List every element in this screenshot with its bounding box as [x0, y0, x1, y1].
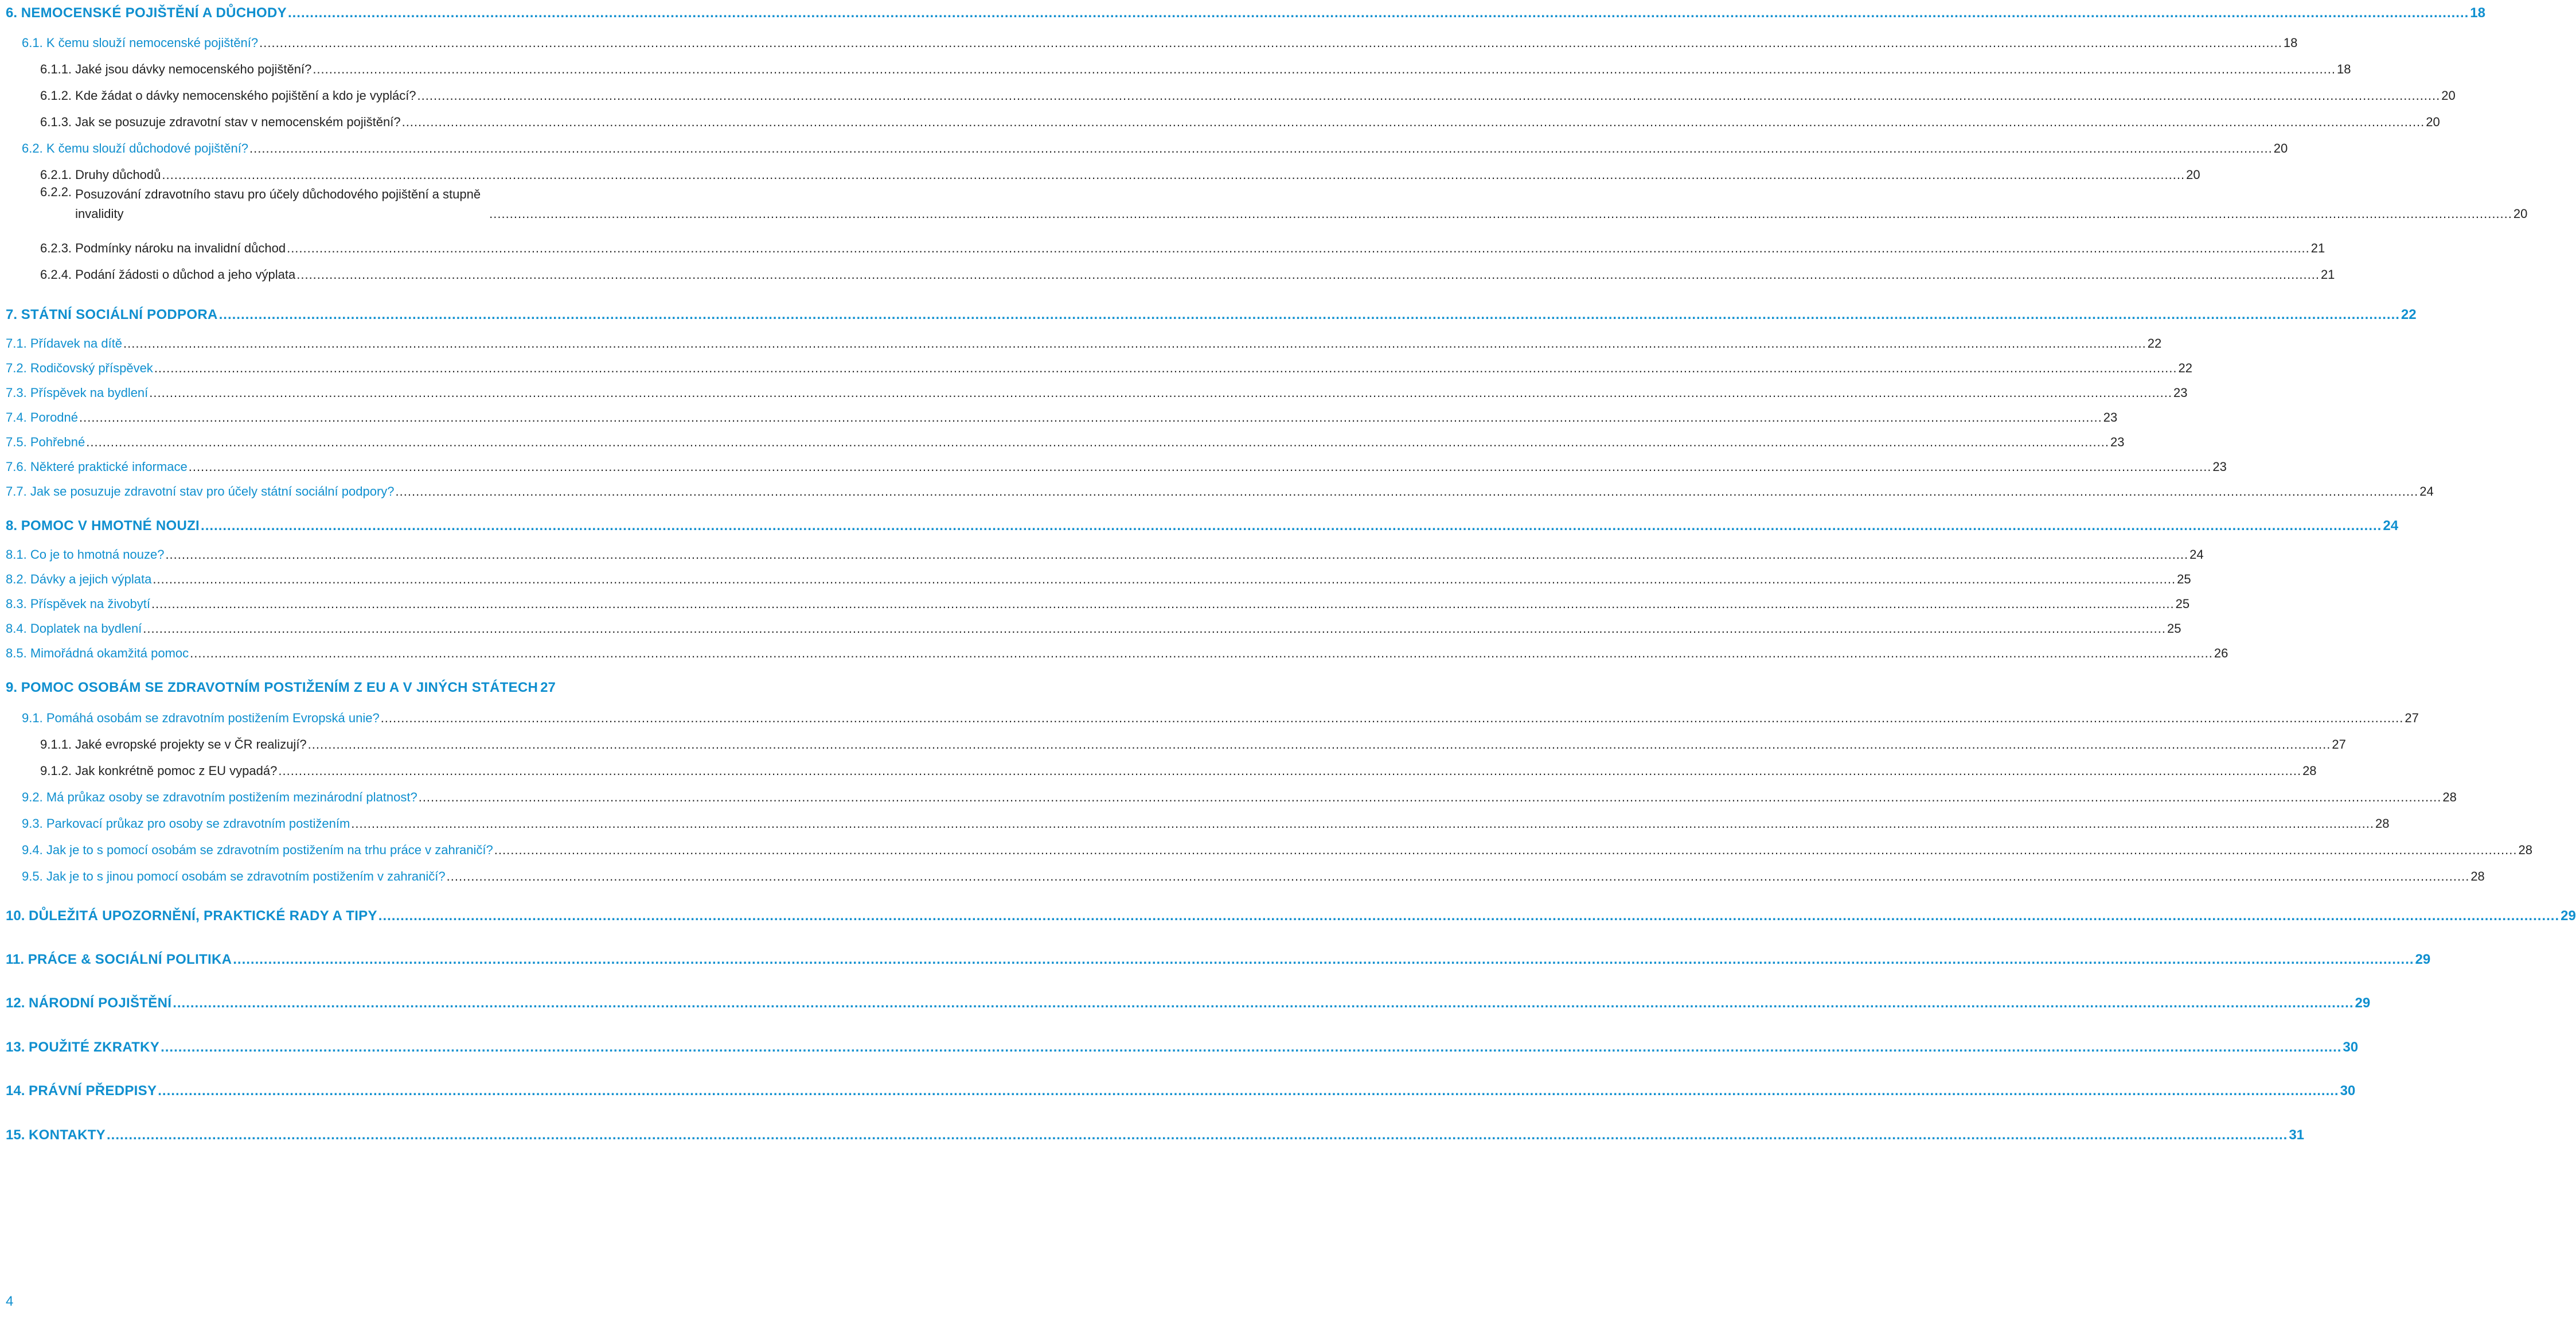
toc-leader-dots	[296, 265, 2320, 285]
toc-subsection-6-2-4[interactable]	[40, 265, 2335, 285]
toc-page: 28	[2302, 764, 2317, 778]
toc-page: 27	[540, 680, 556, 695]
toc-title: KONTAKTY	[29, 1127, 106, 1143]
toc-title: Druhy důchodů	[75, 168, 161, 182]
toc-leader-dots	[288, 3, 2469, 23]
toc-title: DŮLEŽITÁ UPOZORNĚNÍ, PRAKTICKÉ RADY A TIPY	[29, 908, 377, 924]
toc-number: 7.	[6, 307, 18, 322]
toc-page: 30	[2340, 1083, 2356, 1099]
toc-page: 25	[2167, 621, 2181, 636]
toc-title: POMOC V HMOTNÉ NOUZI	[21, 518, 200, 534]
toc-number: 6.2.2.	[40, 185, 72, 199]
page-number: 4	[6, 1294, 14, 1309]
toc-page: 28	[2470, 869, 2485, 883]
toc-page: 20	[2513, 207, 2528, 221]
toc-page: 28	[2518, 843, 2532, 857]
toc-subsection-6-1-3[interactable]	[40, 112, 2440, 132]
toc-leader-dots	[219, 305, 2400, 325]
toc-number: 12.	[6, 995, 25, 1011]
toc-title: Mimořádná okamžitá pomoc	[30, 646, 189, 660]
toc-subsection-9-1-1[interactable]	[40, 735, 2346, 754]
toc-section-7-3[interactable]	[6, 383, 2188, 403]
toc-number: 7.6.	[6, 460, 27, 474]
toc-leader-dots	[173, 994, 2353, 1013]
toc-leader-dots	[189, 457, 2212, 477]
toc-title: Jak se posuzuje zdravotní stav pro účely státní sociální podpory?	[30, 484, 395, 499]
toc-section-7-5[interactable]	[6, 433, 2125, 452]
toc-page: 20	[2441, 88, 2456, 103]
toc-leader-dots	[489, 204, 2512, 224]
toc-number: 7.5.	[6, 435, 27, 449]
toc-leader-dots	[419, 788, 2442, 807]
toc-chapter-11[interactable]	[6, 950, 2431, 969]
toc-title: PRÁVNÍ PŘEDPISY	[29, 1083, 157, 1099]
toc-section-8-1[interactable]	[6, 545, 2204, 564]
toc-subsection-6-2-1[interactable]	[40, 165, 2200, 185]
toc-page: 24	[2383, 518, 2399, 534]
toc-section-7-2[interactable]	[6, 359, 2192, 378]
toc-page: 31	[2289, 1127, 2305, 1143]
toc-leader-dots	[287, 239, 2310, 258]
toc-leader-dots	[249, 139, 2273, 158]
toc-leader-dots	[259, 33, 2282, 53]
toc-section-8-4[interactable]	[6, 619, 2181, 638]
toc-title: Jaké evropské projekty se v ČR realizují?	[75, 737, 307, 751]
toc-number: 7.2.	[6, 361, 27, 375]
toc-chapter-14[interactable]	[6, 1081, 2356, 1101]
toc-number: 6.2.4.	[40, 267, 72, 282]
toc-number: 6.1.1.	[40, 62, 72, 76]
toc-leader-dots	[308, 735, 2331, 754]
toc-title: NÁRODNÍ POJIŠTĚNÍ	[29, 995, 172, 1011]
toc-section-8-3[interactable]	[6, 594, 2190, 614]
toc-title: Jak konkrétně pomoc z EU vypadá?	[75, 764, 278, 778]
toc-title: Pomáhá osobám se zdravotním postižením Evropská unie?	[46, 711, 380, 725]
toc-title: Některé praktické informace	[30, 460, 188, 474]
toc-page: 30	[2343, 1039, 2359, 1055]
toc-title: Příspěvek na bydlení	[30, 386, 149, 400]
toc-number: 6.	[6, 5, 18, 21]
toc-section-9-4[interactable]	[22, 840, 2532, 860]
toc-page: 18	[2470, 5, 2485, 21]
toc-page: 25	[2175, 597, 2190, 611]
toc-leader-dots	[313, 60, 2336, 79]
toc-title: Kde žádat o dávky nemocenského pojištění a kdo je vyplácí?	[75, 88, 416, 103]
toc-title: POMOC OSOBÁM SE ZDRAVOTNÍM POSTIŽENÍM Z EU A V JINÝCH STÁTECH	[21, 680, 538, 695]
toc-number: 7.7.	[6, 484, 27, 499]
toc-title: Jak je to s jinou pomocí osobám se zdravotním postižením v zahraničí?	[46, 869, 446, 883]
toc-number: 9.4.	[22, 843, 43, 857]
toc-page: 22	[2401, 307, 2417, 322]
toc-page: 20	[2426, 115, 2440, 129]
toc-section-9-5[interactable]	[22, 867, 2485, 886]
toc-section-6-1[interactable]	[22, 33, 2298, 53]
toc-page: 23	[2173, 386, 2188, 400]
toc-number: 8.2.	[6, 572, 27, 586]
toc-title: Podání žádosti o důchod a jeho výplata	[75, 267, 296, 282]
toc-leader-dots	[233, 950, 2414, 969]
toc-leader-dots	[151, 594, 2175, 614]
toc-number: 6.1.3.	[40, 115, 72, 129]
toc-leader-dots	[154, 359, 2177, 378]
toc-leader-dots	[396, 482, 2419, 501]
toc-title: Porodné	[30, 410, 79, 425]
toc-number: 7.1.	[6, 336, 27, 351]
toc-section-9-1[interactable]	[22, 708, 2419, 728]
toc-number: 9.1.	[22, 711, 43, 725]
toc-page: 26	[2214, 646, 2228, 660]
toc-title: K čemu slouží nemocenské pojištění?	[46, 36, 259, 50]
toc-number: 9.5.	[22, 869, 43, 883]
toc-page: 23	[2103, 410, 2118, 425]
toc-page: 29	[2355, 995, 2371, 1011]
toc-title: Dávky a jejich výplata	[30, 572, 152, 586]
toc-leader-dots	[158, 1081, 2339, 1101]
toc-title: Parkovací průkaz pro osoby se zdravotním postižením	[46, 816, 350, 831]
toc-title: Přídavek na dítě	[30, 336, 123, 351]
toc-leader-dots	[143, 619, 2166, 638]
toc-chapter-6[interactable]	[6, 3, 2485, 23]
toc-number: 6.2.3.	[40, 241, 72, 255]
toc-page: 22	[2147, 336, 2162, 351]
toc-number: 14.	[6, 1083, 25, 1099]
toc-number: 15.	[6, 1127, 25, 1143]
toc-section-7-6[interactable]	[6, 457, 2227, 477]
toc-number: 8.4.	[6, 621, 27, 636]
toc-chapter-12[interactable]	[6, 994, 2371, 1013]
toc-title: Jak se posuzuje zdravotní stav v nemocenském pojištění?	[75, 115, 401, 129]
toc-number: 7.4.	[6, 410, 27, 425]
toc-leader-dots	[162, 165, 2185, 185]
toc-title: NEMOCENSKÉ POJIŠTĚNÍ A DŮCHODY	[21, 5, 287, 21]
toc-subsection-6-1-1[interactable]	[40, 60, 2351, 79]
toc-page: 27	[2405, 711, 2419, 725]
toc-title: POUŽITÉ ZKRATKY	[29, 1039, 160, 1055]
toc-subsection-6-2-3[interactable]	[40, 239, 2325, 258]
toc-page: 29	[2415, 952, 2431, 967]
toc-title: Rodičovský příspěvek	[30, 361, 153, 375]
toc-page: 20	[2273, 141, 2288, 155]
toc-number: 9.1.2.	[40, 764, 72, 778]
toc-section-7-1[interactable]	[6, 334, 2162, 353]
toc-leader-dots	[79, 408, 2102, 427]
toc-title: STÁTNÍ SOCIÁLNÍ PODPORA	[21, 307, 218, 322]
toc-leader-dots	[381, 708, 2404, 728]
toc-title: Příspěvek na živobytí	[30, 597, 150, 611]
toc-number: 6.1.2.	[40, 88, 72, 103]
toc-page: 20	[2186, 168, 2200, 182]
toc-section-7-7[interactable]	[6, 482, 2434, 501]
toc-title: Jaké jsou dávky nemocenského pojištění?	[75, 62, 312, 76]
toc-title: Doplatek na bydlení	[30, 621, 142, 636]
toc-chapter-10[interactable]	[6, 906, 2576, 926]
toc-leader-dots	[378, 906, 2559, 926]
toc-number: 11.	[6, 952, 25, 967]
toc-page: 28	[2442, 790, 2457, 804]
toc-number: 6.1.	[22, 36, 43, 50]
toc-page: 27	[2332, 737, 2346, 751]
toc-leader-dots	[278, 761, 2301, 781]
toc-page: 21	[2320, 267, 2335, 282]
toc-page: 23	[2110, 435, 2125, 449]
toc-number: 6.2.	[22, 141, 43, 155]
toc-number: 10.	[6, 908, 25, 924]
toc-leader-dots	[402, 112, 2425, 132]
toc-page: 23	[2212, 460, 2227, 474]
toc-chapter-15[interactable]	[6, 1126, 2305, 1145]
toc-number: 9.3.	[22, 816, 43, 831]
toc-subsection-6-2-2[interactable]	[40, 182, 2528, 224]
toc-leader-dots	[86, 433, 2109, 452]
toc-title: Co je to hmotná nouze?	[30, 547, 165, 562]
toc-section-8-5[interactable]	[6, 644, 2228, 663]
toc-number: 6.2.1.	[40, 168, 72, 182]
toc-number: 13.	[6, 1039, 25, 1055]
toc-number: 8.5.	[6, 646, 27, 660]
toc-section-7-4[interactable]	[6, 408, 2118, 427]
toc-leader-dots	[153, 570, 2176, 589]
toc-leader-dots	[201, 516, 2382, 536]
toc-leader-dots	[417, 86, 2441, 106]
toc-leader-dots	[165, 545, 2188, 564]
toc-section-8-2[interactable]	[6, 570, 2191, 589]
toc-title: Podmínky nároku na invalidní důchod	[75, 241, 286, 255]
toc-leader-dots	[123, 334, 2146, 353]
toc-chapter-13[interactable]	[6, 1038, 2359, 1057]
toc-leader-dots	[351, 814, 2374, 834]
toc-leader-dots	[149, 383, 2172, 403]
toc-number: 8.1.	[6, 547, 27, 562]
toc-number: 9.2.	[22, 790, 43, 804]
toc-title: Posuzování zdravotního stavu pro účely důchodového pojištění a stupně invalidity	[75, 187, 481, 221]
toc-page: 18	[2283, 36, 2298, 50]
toc-number: 9.	[6, 680, 18, 695]
toc-number: 8.	[6, 518, 18, 534]
toc-number: 8.3.	[6, 597, 27, 611]
toc-number: 9.1.1.	[40, 737, 72, 751]
toc-chapter-9[interactable]	[6, 678, 556, 698]
toc-page: 28	[2375, 816, 2390, 831]
toc-section-6-2[interactable]	[22, 139, 2288, 158]
toc-title: Pohřebné	[30, 435, 85, 449]
toc-title: Má průkaz osoby se zdravotním postižením mezinárodní platnost?	[46, 790, 417, 804]
toc-section-9-2[interactable]	[22, 788, 2457, 807]
toc-number: 7.3.	[6, 386, 27, 400]
toc-leader-dots	[494, 840, 2518, 860]
toc-page: 21	[2310, 241, 2325, 255]
toc-page: 22	[2178, 361, 2192, 375]
toc-leader-dots	[447, 867, 2470, 886]
toc-title: PRÁCE & SOCIÁLNÍ POLITIKA	[28, 952, 232, 967]
toc-chapter-8[interactable]	[6, 516, 2399, 536]
toc-leader-dots	[161, 1038, 2341, 1057]
toc-page: 29	[2561, 908, 2576, 924]
toc-title: Jak je to s pomocí osobám se zdravotním postižením na trhu práce v zahraničí?	[46, 843, 493, 857]
toc-page: 24	[2189, 547, 2204, 562]
toc-title: K čemu slouží důchodové pojištění?	[46, 141, 249, 155]
toc-page: 25	[2177, 572, 2191, 586]
toc-page: 18	[2337, 62, 2351, 76]
toc-section-9-3[interactable]	[22, 814, 2390, 834]
toc-page: 24	[2419, 484, 2434, 499]
toc-subsection-9-1-2[interactable]	[40, 761, 2317, 781]
toc-chapter-7[interactable]	[6, 305, 2417, 325]
toc-leader-dots	[190, 644, 2213, 663]
toc-leader-dots	[107, 1126, 2288, 1145]
toc-subsection-6-1-2[interactable]	[40, 86, 2456, 106]
